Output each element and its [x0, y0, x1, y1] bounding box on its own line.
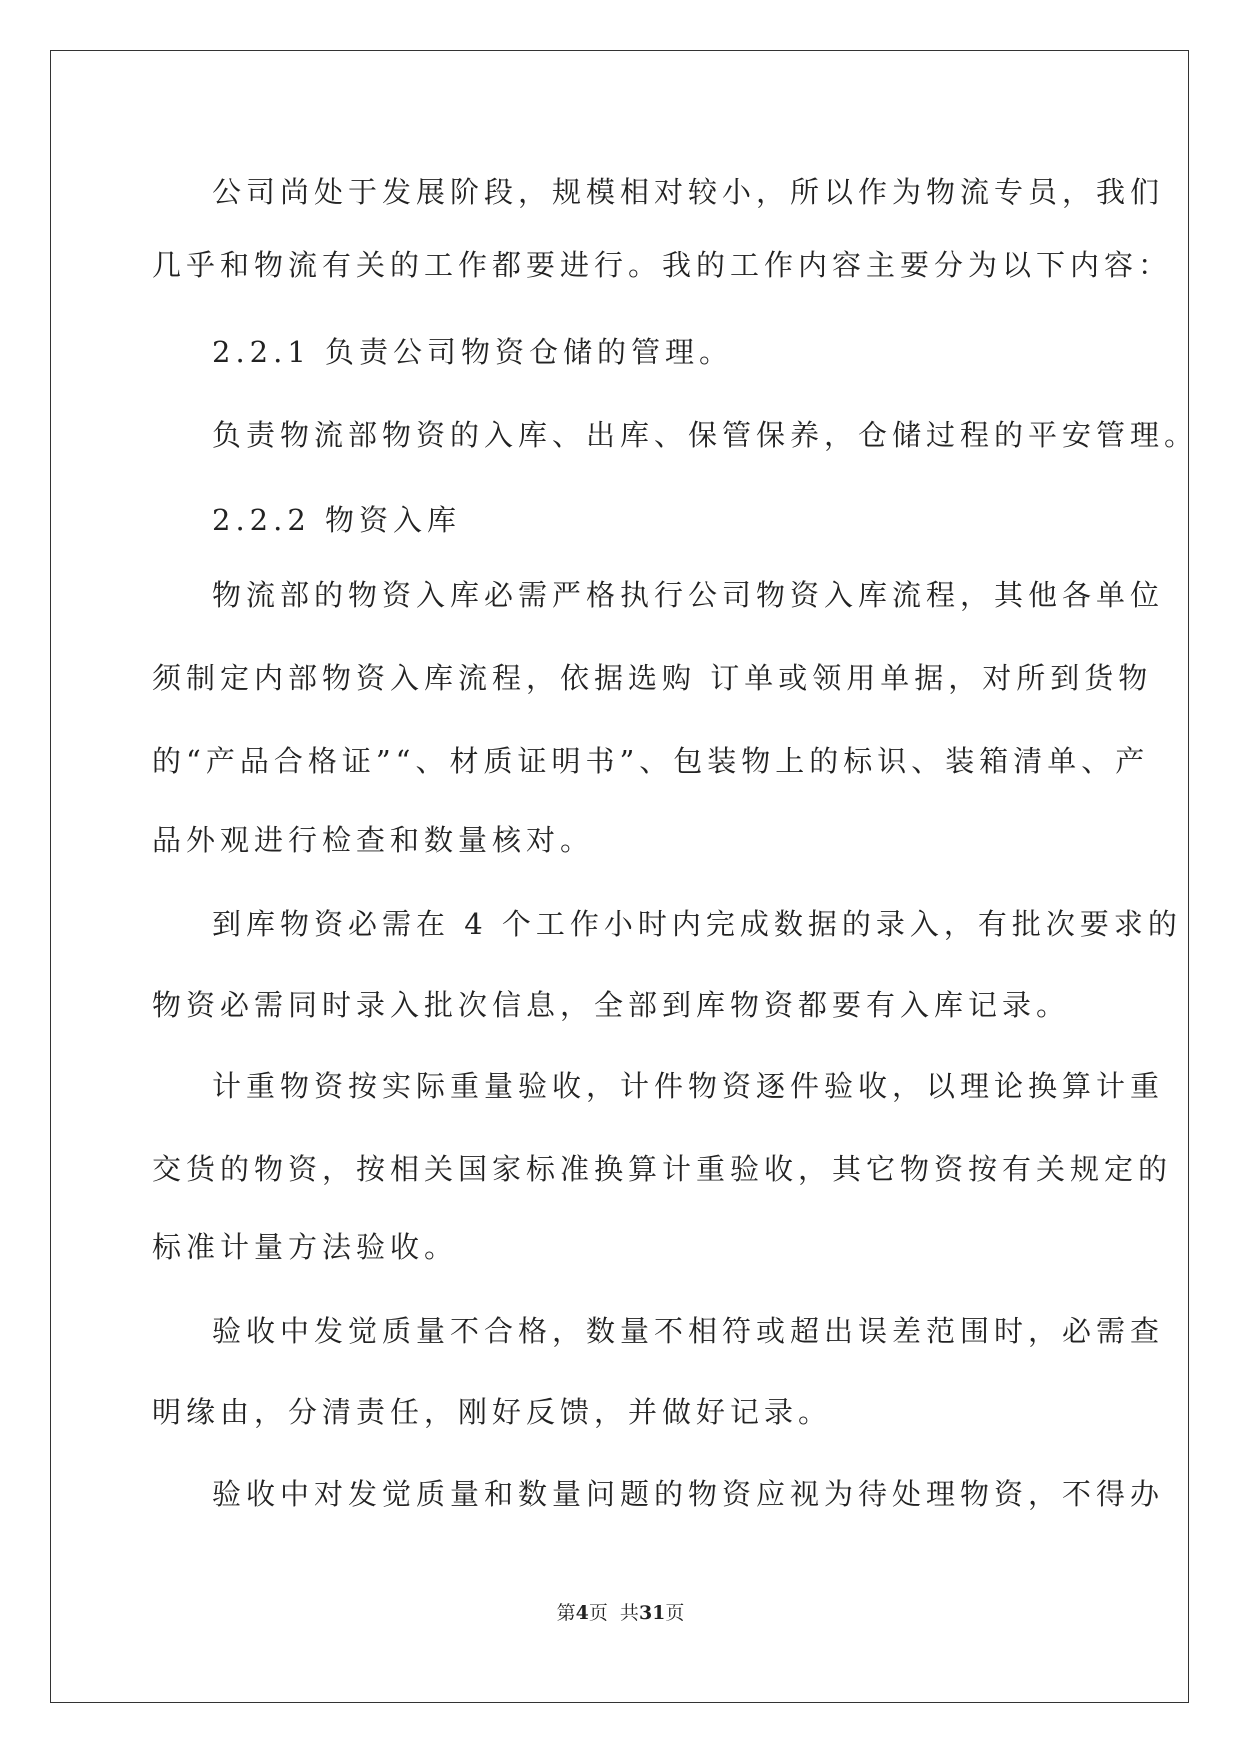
current-page-number: 4 — [575, 1602, 589, 1624]
total-pages-number: 31 — [638, 1602, 666, 1624]
paragraph-line: 到库物资必需在 4 个工作小时内完成数据的录入，有批次要求的 — [212, 907, 1182, 941]
footer-prefix: 第 — [556, 1602, 576, 1624]
section-heading: 2.2.1 负责公司物资仓储的管理。 — [212, 335, 734, 369]
footer-suffix: 页 — [665, 1602, 685, 1624]
page-border — [50, 50, 1189, 1703]
footer-mid: 页 共 — [588, 1602, 639, 1624]
paragraph-line: 几乎和物流有关的工作都要进行。我的工作内容主要分为以下内容： — [152, 248, 1173, 282]
paragraph-line: 负责物流部物资的入库、出库、保管保养，仓储过程的平安管理。 — [212, 418, 1199, 452]
paragraph-line: 验收中发觉质量不合格，数量不相符或超出误差范围时，必需查 — [212, 1314, 1165, 1348]
paragraph-line: 须制定内部物资入库流程，依据选购 订单或领用单据，对所到货物 — [152, 661, 1153, 695]
paragraph-line: 标准计量方法验收。 — [152, 1230, 459, 1264]
paragraph-line: 计重物资按实际重量验收，计件物资逐件验收，以理论换算计重 — [212, 1069, 1165, 1103]
paragraph-line: 公司尚处于发展阶段，规模相对较小，所以作为物流专员，我们 — [212, 175, 1165, 209]
paragraph-line: 品外观进行检查和数量核对。 — [152, 823, 595, 857]
section-heading: 2.2.2 物资入库 — [212, 503, 462, 537]
paragraph-line: 明缘由，分清责任，刚好反馈，并做好记录。 — [152, 1395, 833, 1429]
paragraph-line: 验收中对发觉质量和数量问题的物资应视为待处理物资，不得办 — [212, 1477, 1165, 1511]
paragraph-line: 物流部的物资入库必需严格执行公司物资入库流程，其他各单位 — [212, 578, 1165, 612]
paragraph-line: 物资必需同时录入批次信息，全部到库物资都要有入库记录。 — [152, 988, 1071, 1022]
paragraph-line: 的“产品合格证”“、材质证明书”、包装物上的标识、装箱清单、产 — [152, 744, 1150, 778]
paragraph-line: 交货的物资，按相关国家标准换算计重验收，其它物资按有关规定的 — [152, 1152, 1173, 1186]
page-footer — [0, 1598, 1241, 1625]
